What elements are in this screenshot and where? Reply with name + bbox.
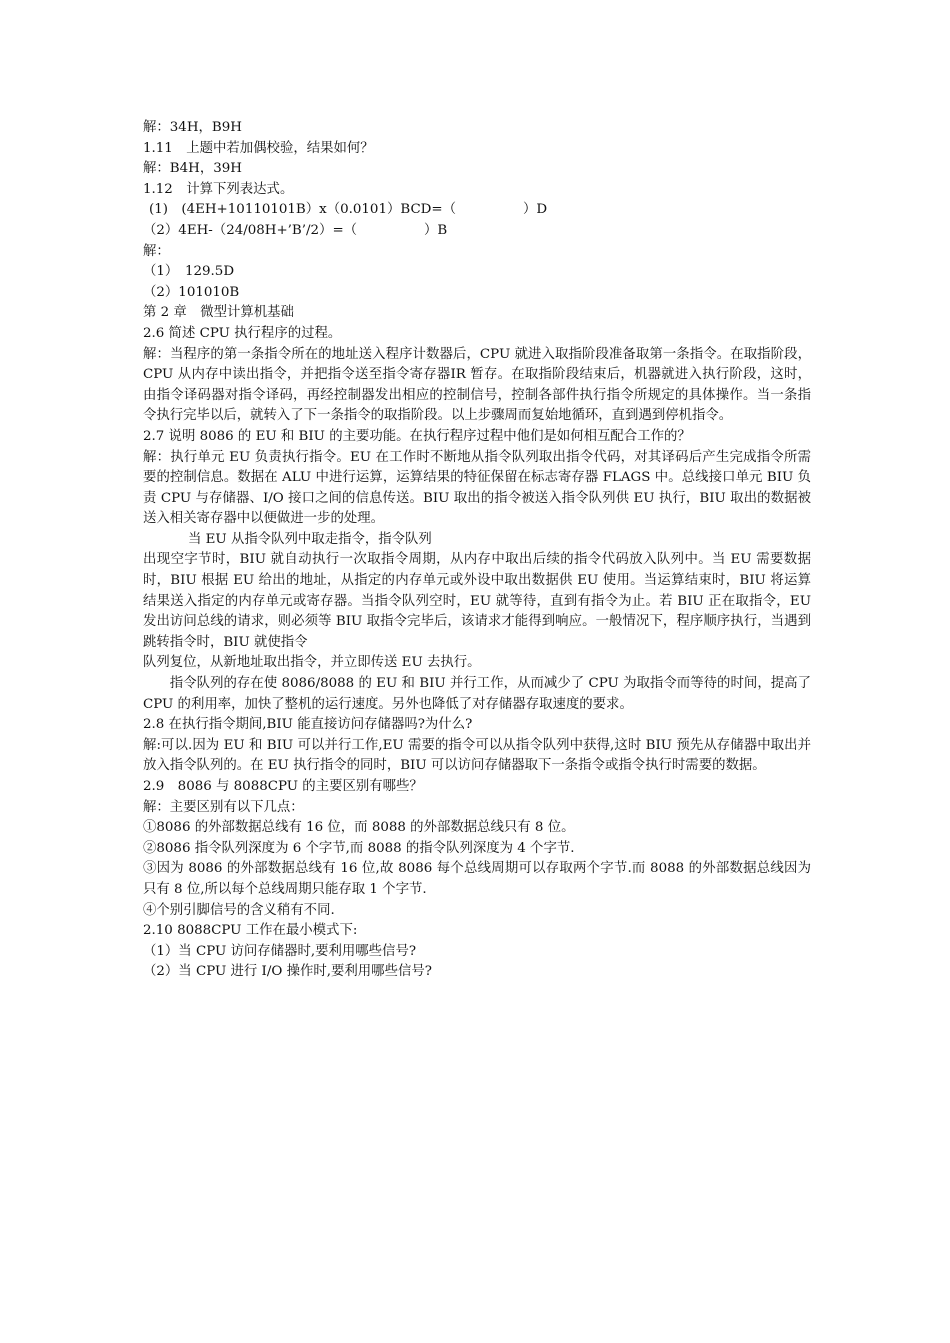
answer-2-9-intro: 解：主要区别有以下几点：: [143, 799, 304, 815]
chapter-heading: 第 2 章 微型计算机基础: [143, 305, 294, 321]
question-2-6: 2.6 简述 CPU 执行程序的过程。: [143, 325, 342, 341]
question-2-7: 2.7 说明 8086 的 EU 和 BIU 的主要功能。在执行程序过程中他们是如何相互配合工作的？: [143, 428, 691, 444]
answer-2-7-part-4: 队列复位，从新地址取出指令，并立即传送 EU 去执行。: [143, 655, 481, 671]
expression-2: （2）4EH-（24/08H+’B’/2）=（ ）B: [143, 222, 448, 238]
text-line: 解：: [143, 243, 170, 259]
expression-1: (1) (4EH+10110101B）x（0.0101）BCD=（ ）D: [149, 202, 548, 218]
question-2-10-b: （2）当 CPU 进行 I/O 操作时,要利用哪些信号?: [143, 964, 432, 980]
question-2-10-a: （1）当 CPU 访问存储器时,要利用哪些信号?: [143, 943, 417, 959]
answer-2-7-part-3: 出现空字节时，BIU 就自动执行一次取指令周期，从内存中取出后续的指令代码放入队列中。当 EU 需要数据时，BIU 根据 EU 给出的地址，从指定的内存单元或外设中取出数据供 EU 使用。当运算结束时，BIU 将运算结果送入指定的内存单元或寄存器。当指令队列空时，EU 就等待，直到有指令为止。若 BIU 正在取指令，EU 发出访问总线的请求，则必须等 BIU 取指令完毕后，该请求才能得到响应。一般情况下，程序顺序执行，当遇到跳转指令时，BIU 就使指令: [143, 552, 811, 650]
answer-2-6: 解：当程序的第一条指令所在的地址送入程序计数器后，CPU 就进入取指阶段准备取第一条指令。在取指阶段，CPU 从内存中读出指令，并把指令送至指令寄存器IR 暂存。在取指阶段结束后，机器就进入执行阶段，这时，由指令译码器对指令译码，再经控制器发出相应的控制信号，控制各部件执行指令所规定的具体操作。当一条指令执行完毕以后，就转入了下一条指令的取指阶段。以上步骤周而复始地循环，直到遇到停机指令。: [143, 346, 811, 424]
question-2-10: 2.10 8088CPU 工作在最小模式下:: [143, 923, 358, 939]
answer-2-8: 解:可以.因为 EU 和 BIU 可以并行工作,EU 需要的指令可以从指令队列中获得,这时 BIU 预先从存储器中取出并放入指令队列的。在 EU 执行指令的同时，BIU 可以访问存储器取下一条指令或指令执行时需要的数据。: [143, 737, 811, 774]
answer-1: （1） 129.5D: [143, 264, 235, 280]
list-item: ①8086 的外部数据总线有 16 位，而 8088 的外部数据总线只有 8 位。: [143, 820, 575, 836]
question-2-8: 2.8 在执行指令期间,BIU 能直接访问存储器吗?为什么?: [143, 717, 473, 733]
document-page: [143, 118, 811, 983]
answer-2-7-part-5: 指令队列的存在使 8086/8088 的 EU 和 BIU 并行工作，从而减少了 CPU 为取指令而等待的时间，提高了 CPU 的利用率，加快了整机的运行速度。另外也降低了对存储器存取速度的要求。: [143, 676, 811, 712]
text-line: 解：34H，B9H: [143, 120, 242, 135]
text-line: 解：B4H，39H: [143, 161, 242, 177]
question-1-12: 1.12 计算下列表达式。: [143, 181, 294, 197]
question-2-9: 2.9 8086 与 8088CPU 的主要区别有哪些？: [143, 779, 423, 794]
answer-2-7-part-2: 当 EU 从指令队列中取走指令，指令队列: [188, 531, 432, 547]
list-item: ②8086 指令队列深度为 6 个字节,而 8088 的指令队列深度为 4 个字节.: [143, 840, 575, 856]
list-item: ④个别引脚信号的含义稍有不同.: [143, 902, 335, 918]
answer-2-7-part-1: 解：执行单元 EU 负责执行指令。EU 在工作时不断地从指令队列取出指令代码，对其译码后产生完成指令所需要的控制信息。数据在 ALU 中进行运算，运算结果的特征保留在标志寄存器 FLAGS 中。总线接口单元 BIU 负责 CPU 与存储器、I/O 接口之间的信息传送。BIU 取出的指令被送入指令队列供 EU 执行，BIU 取出的数据被送入相关寄存器中以便做进一步的处理。: [143, 449, 811, 527]
question-1-11: 1.11 上题中若加偶校验，结果如何？: [143, 140, 374, 156]
list-item: ③因为 8086 的外部数据总线有 16 位,故 8086 每个总线周期可以存取两个字节.而 8088 的外部数据总线因为只有 8 位,所以每个总线周期只能存取 1 个字节.: [143, 861, 811, 897]
answer-2: （2）101010B: [143, 284, 240, 300]
